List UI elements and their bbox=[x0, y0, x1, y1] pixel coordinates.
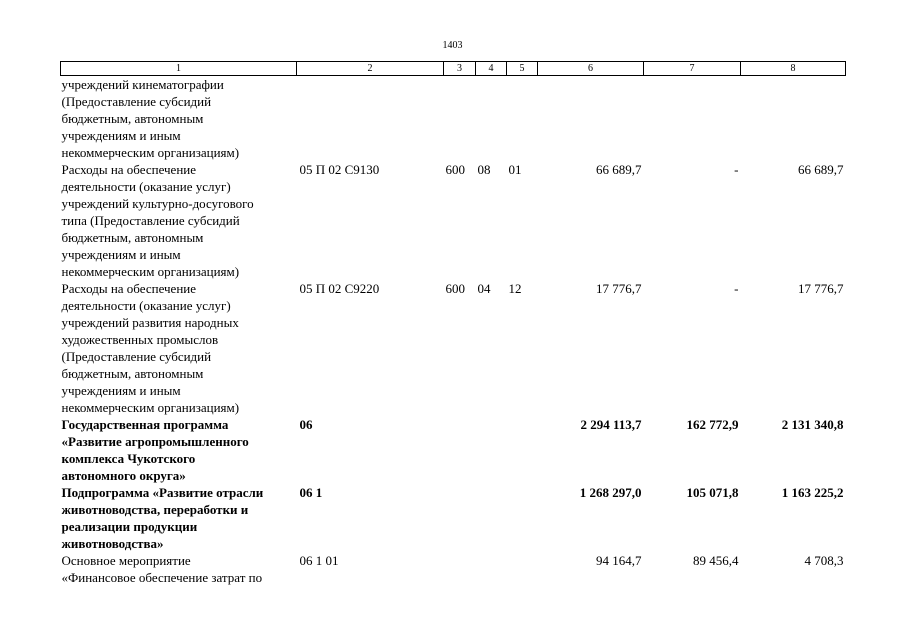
cell-name: Расходы на обеспечение деятельности (оказание услуг) учреждений культурно-досугового типа (Предоставление субсидий бюджетным, автономным учреждениям и иным некоммерческим организациям) bbox=[61, 162, 254, 279]
cell-subsection bbox=[507, 76, 538, 162]
cell-name: Подпрограмма «Развитие отрасли животноводства, переработки и реализации продукции животноводства» bbox=[61, 485, 264, 551]
cell-section bbox=[476, 552, 507, 586]
cell-column-8: 1 163 225,2 bbox=[781, 485, 844, 500]
cell-name: Государственная программа «Развитие агропромышленного комплекса Чукотского автономного округа» bbox=[61, 417, 249, 483]
cell-column-8: 4 708,3 bbox=[804, 553, 844, 568]
cell-target-code: 05 П 02 С9130 bbox=[299, 162, 380, 177]
cell-total: 66 689,7 bbox=[596, 162, 642, 177]
column-header-3: 3 bbox=[444, 62, 476, 76]
cell-total: 17 776,7 bbox=[596, 281, 642, 296]
cell-name: учреждений кинематографии (Предоставление субсидий бюджетным, автономным учреждениям и иным некоммерческим организациям) bbox=[61, 77, 240, 160]
cell-expense-type bbox=[444, 484, 476, 552]
cell-expense-type bbox=[444, 416, 476, 484]
cell-column-7: - bbox=[734, 281, 739, 296]
cell-section bbox=[476, 484, 507, 552]
cell-target-code bbox=[297, 76, 444, 162]
cell-column-8 bbox=[741, 76, 846, 162]
column-header-1: 1 bbox=[61, 62, 297, 76]
cell-expense-type bbox=[444, 76, 476, 162]
cell-section bbox=[476, 76, 507, 162]
cell-total bbox=[538, 76, 644, 162]
cell-section: 08 bbox=[477, 162, 491, 177]
cell-subsection: 12 bbox=[508, 281, 522, 296]
table-row bbox=[61, 280, 846, 416]
column-header-5: 5 bbox=[507, 62, 538, 76]
cell-name: Расходы на обеспечение деятельности (оказание услуг) учреждений развития народных художественных промыслов (Предоставление субсидий бюджетным, автономным учреждениям и иным некоммерческим организациям) bbox=[61, 281, 240, 415]
cell-subsection bbox=[507, 484, 538, 552]
budget-table bbox=[60, 61, 846, 586]
cell-column-8: 2 131 340,8 bbox=[781, 417, 844, 432]
cell-column-8: 17 776,7 bbox=[798, 281, 844, 296]
page-number: 1403 bbox=[442, 40, 463, 51]
table-row bbox=[61, 484, 846, 552]
column-header-4: 4 bbox=[476, 62, 507, 76]
column-header-2: 2 bbox=[297, 62, 444, 76]
cell-section: 04 bbox=[477, 281, 491, 296]
cell-expense-type: 600 bbox=[445, 281, 465, 296]
cell-target-code: 06 bbox=[299, 417, 313, 432]
cell-column-7: - bbox=[734, 162, 739, 177]
cell-total: 1 268 297,0 bbox=[579, 485, 642, 500]
cell-column-7: 105 071,8 bbox=[686, 485, 739, 500]
cell-expense-type: 600 bbox=[445, 162, 465, 177]
cell-column-8: 66 689,7 bbox=[798, 162, 844, 177]
table-row bbox=[61, 416, 846, 484]
cell-subsection: 01 bbox=[508, 162, 522, 177]
column-header-7: 7 bbox=[644, 62, 741, 76]
table-row bbox=[61, 76, 846, 162]
cell-column-7: 89 456,4 bbox=[693, 553, 739, 568]
table-body bbox=[61, 76, 846, 587]
cell-subsection bbox=[507, 552, 538, 586]
cell-target-code: 06 1 bbox=[299, 485, 323, 500]
table-row bbox=[61, 161, 846, 280]
column-header-6: 6 bbox=[538, 62, 644, 76]
cell-target-code: 06 1 01 bbox=[299, 553, 339, 568]
cell-subsection bbox=[507, 416, 538, 484]
cell-column-7: 162 772,9 bbox=[686, 417, 739, 432]
cell-expense-type bbox=[444, 552, 476, 586]
cell-section bbox=[476, 416, 507, 484]
cell-total: 2 294 113,7 bbox=[580, 417, 642, 432]
cell-target-code: 05 П 02 С9220 bbox=[299, 281, 380, 296]
table-header-row bbox=[61, 62, 846, 76]
column-header-8: 8 bbox=[741, 62, 846, 76]
cell-total: 94 164,7 bbox=[596, 553, 642, 568]
cell-name: Основное мероприятие «Финансовое обеспечение затрат по bbox=[61, 553, 263, 585]
cell-column-7 bbox=[644, 76, 741, 162]
table-row bbox=[61, 552, 846, 586]
